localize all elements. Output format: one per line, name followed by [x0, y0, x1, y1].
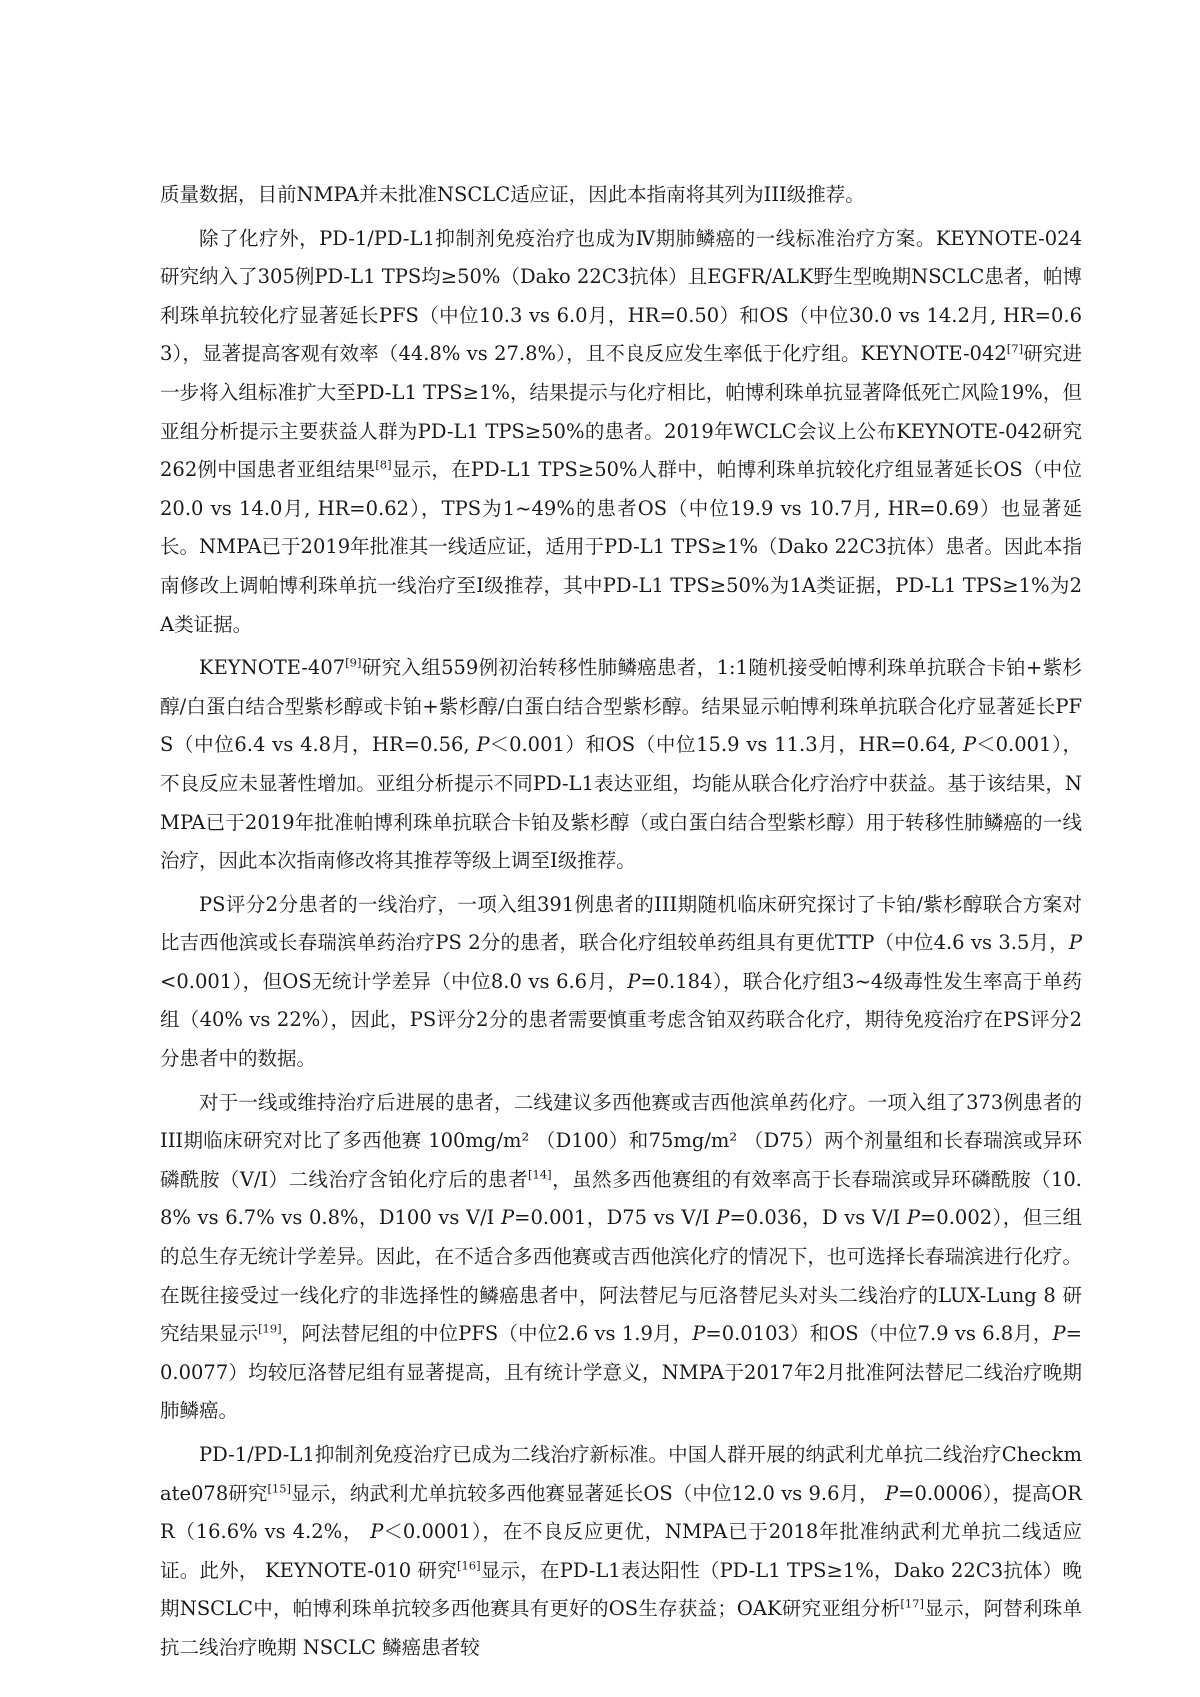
italic-p-value-symbol: P	[906, 1206, 920, 1230]
text-run: KEYNOTE-407	[199, 656, 346, 680]
text-run: PD-1/PD-L1抑制剂免疫治疗已成为二线治疗新标准。中国人群开展的纳武利尤单抗二线治疗Checkmate078研究	[160, 1443, 1082, 1505]
text-run: 显示，在PD-L1表达阳性（PD-L1 TPS≥1%，Dako 22C3抗体）晚期NSCLC中，帕博利珠单抗较多西他赛具有更好的OS生存获益；OAK研究亚组分析	[160, 1558, 1082, 1621]
text-run: =0.184），联合化疗组3~4级毒性发生率高于单药组（40% vs 22%），因此，PS评分2分的患者需要慎重考虑含铂双药联合化疗，期待免疫治疗在PS评分2分患者中的数据。	[160, 969, 1082, 1071]
paragraph-1	[160, 176, 1082, 215]
text-run: =0.0077）均较厄洛替尼组有显著提高，且有统计学意义，NMPA于2017年2月批准阿法替尼二线治疗晚期肺鳞癌。	[160, 1322, 1083, 1423]
text-run: 显示，在PD-L1 TPS≥50%人群中，帕博利珠单抗较化疗组显著延长OS（中位20.0 vs 14.0月, HR=0.62），TPS为1~49%的患者OS（中位19.9 vs 10.7月, HR=0.69）也显著延长。NMPA已于2019年批准其一线适应证，适用于PD-L1 TPS≥1%（Dako 22C3抗体）患者。因此本指南修改上调帕博利珠单抗一线治疗至Ⅰ级推荐，其中PD-L1 TPS≥50%为1A类证据，PD-L1 TPS≥1%为2A类证据。	[160, 458, 1082, 636]
text-run: ＜0.001），不良反应未显著性增加。亚组分析提示不同PD-L1表达亚组，均能从联合化疗治疗中获益。基于该结果，NMPA已于2019年批准帕博利珠单抗联合卡铂及紫杉醇（或白蛋白结合型紫杉醇）用于转移性肺鳞癌的一线治疗，因此本次指南修改将其推荐等级上调至Ⅰ级推荐。	[160, 733, 1082, 873]
text-run: =0.0103）和OS（中位7.9 vs 6.8月，	[705, 1322, 1053, 1346]
italic-p-value-symbol: P	[476, 733, 490, 757]
text-run: 质量数据，目前NMPA并未批准NSCLC适应证，因此本指南将其列为III级推荐。	[160, 183, 865, 206]
body-text	[160, 176, 1082, 1673]
text-run: 显示，纳武利尤单抗较多西他赛显著延长OS（中位12.0 vs 9.6月，	[291, 1481, 885, 1505]
paragraph-6	[160, 1436, 1082, 1668]
paragraph-4	[160, 886, 1082, 1079]
italic-p-value-symbol: P	[716, 1206, 730, 1230]
text-run: 显示，阿替利珠单抗二线治疗晚期 NSCLC 鳞癌患者较	[160, 1597, 1082, 1659]
text-run: 研究进一步将入组标准扩大至PD-L1 TPS≥1%，结果提示与化疗相比，帕博利珠单抗显著降低死亡风险19%，但亚组分析提示主要获益人群为PD-L1 TPS≥50%的患者。2019年WCLC会议上公布KEYNOTE-042研究262例中国患者亚组结果	[160, 342, 1082, 482]
citation-superscript: [15]	[267, 1481, 292, 1496]
text-run: PS评分2分患者的一线治疗，一项入组391例患者的III期随机临床研究探讨了卡铂/紫杉醇联合方案对比吉西他滨或长春瑞滨单药治疗PS 2分的患者，联合化疗组较单药组具有更优TTP（中位4.6 vs 3.5月，	[160, 892, 1082, 955]
citation-superscript: [14]	[528, 1167, 552, 1182]
paragraph-5	[160, 1084, 1082, 1431]
text-run: <0.001），但OS无统计学差异（中位8.0 vs 6.6月，	[160, 969, 628, 993]
italic-p-value-symbol: P	[1068, 931, 1082, 955]
text-run: =0.001，D75 vs V/I	[514, 1206, 717, 1230]
italic-p-value-symbol: P	[692, 1322, 706, 1346]
italic-p-value-symbol: P	[370, 1520, 384, 1544]
citation-superscript: [19]	[258, 1321, 282, 1336]
text-run: ＜0.0001），在不良反应更优，NMPA已于2018年批准纳武利尤单抗二线适应证。此外， KEYNOTE-010 研究	[160, 1520, 1082, 1582]
text-run: 对于一线或维持治疗后进展的患者，二线建议多西他赛或吉西他滨单药化疗。一项入组了373例患者的III期临床研究对比了多西他赛 100mg/m² （D100）和75mg/m² （D75）两个剂量组和长春瑞滨或异环磷酰胺（V/I）二线治疗含铂化疗后的患者	[160, 1090, 1082, 1191]
text-run: ，阿法替尼组的中位PFS（中位2.6 vs 1.9月，	[281, 1322, 693, 1346]
citation-superscript: [16]	[457, 1558, 481, 1573]
paragraph-2	[160, 220, 1082, 645]
paragraph-3	[160, 649, 1082, 881]
text-run: 除了化疗外，PD-1/PD-L1抑制剂免疫治疗也成为Ⅳ期肺鳞癌的一线标准治疗方案。KEYNOTE-024研究纳入了305例PD-L1 TPS均≥50%（Dako 22C3抗体）且EGFR/ALK野生型晚期NSCLC患者，帕博利珠单抗较化疗显著延长PFS（中位10.3 vs 6.0月，HR=0.50）和OS（中位30.0 vs 14.2月, HR=0.63），显著提高客观有效率（44.8% vs 27.8%），且不良反应发生率低于化疗组。KEYNOTE-042	[160, 226, 1082, 366]
citation-superscript: [7]	[1006, 341, 1024, 356]
text-run: ，虽然多西他赛组的有效率高于长春瑞滨或异环磷酰胺（10.8% vs 6.7% vs 0.8%，D100 vs V/I	[160, 1167, 1082, 1230]
text-run: =0.002），但三组的总生存无统计学差异。因此，在不适合多西他赛或吉西他滨化疗的情况下，也可选择长春瑞滨进行化疗。在既往接受过一线化疗的非选择性的鳞癌患者中，阿法替尼与厄洛替尼头对头二线治疗的LUX-Lung 8 研究结果显示	[160, 1206, 1082, 1346]
citation-superscript: [17]	[900, 1596, 924, 1611]
italic-p-value-symbol: P	[885, 1481, 899, 1505]
text-run: =0.0006），提高ORR（16.6% vs 4.2%，	[160, 1481, 1082, 1544]
text-run: =0.036，D vs V/I	[729, 1206, 907, 1230]
italic-p-value-symbol: P	[501, 1206, 515, 1230]
citation-superscript: [9]	[345, 655, 362, 670]
citation-superscript: [8]	[375, 457, 392, 472]
italic-p-value-symbol: P	[627, 969, 641, 993]
text-run: 研究入组559例初治转移性肺鳞癌患者，1:1随机接受帕博利珠单抗联合卡铂+紫杉醇/白蛋白结合型紫杉醇或卡铂+紫杉醇/白蛋白结合型紫杉醇。结果显示帕博利珠单抗联合化疗显著延长PFS（中位6.4 vs 4.8月，HR=0.56,	[160, 656, 1082, 757]
italic-p-value-symbol: P	[963, 733, 977, 757]
italic-p-value-symbol: P	[1052, 1322, 1066, 1346]
text-run: ＜0.001）和OS（中位15.9 vs 11.3月，HR=0.64,	[489, 733, 964, 757]
